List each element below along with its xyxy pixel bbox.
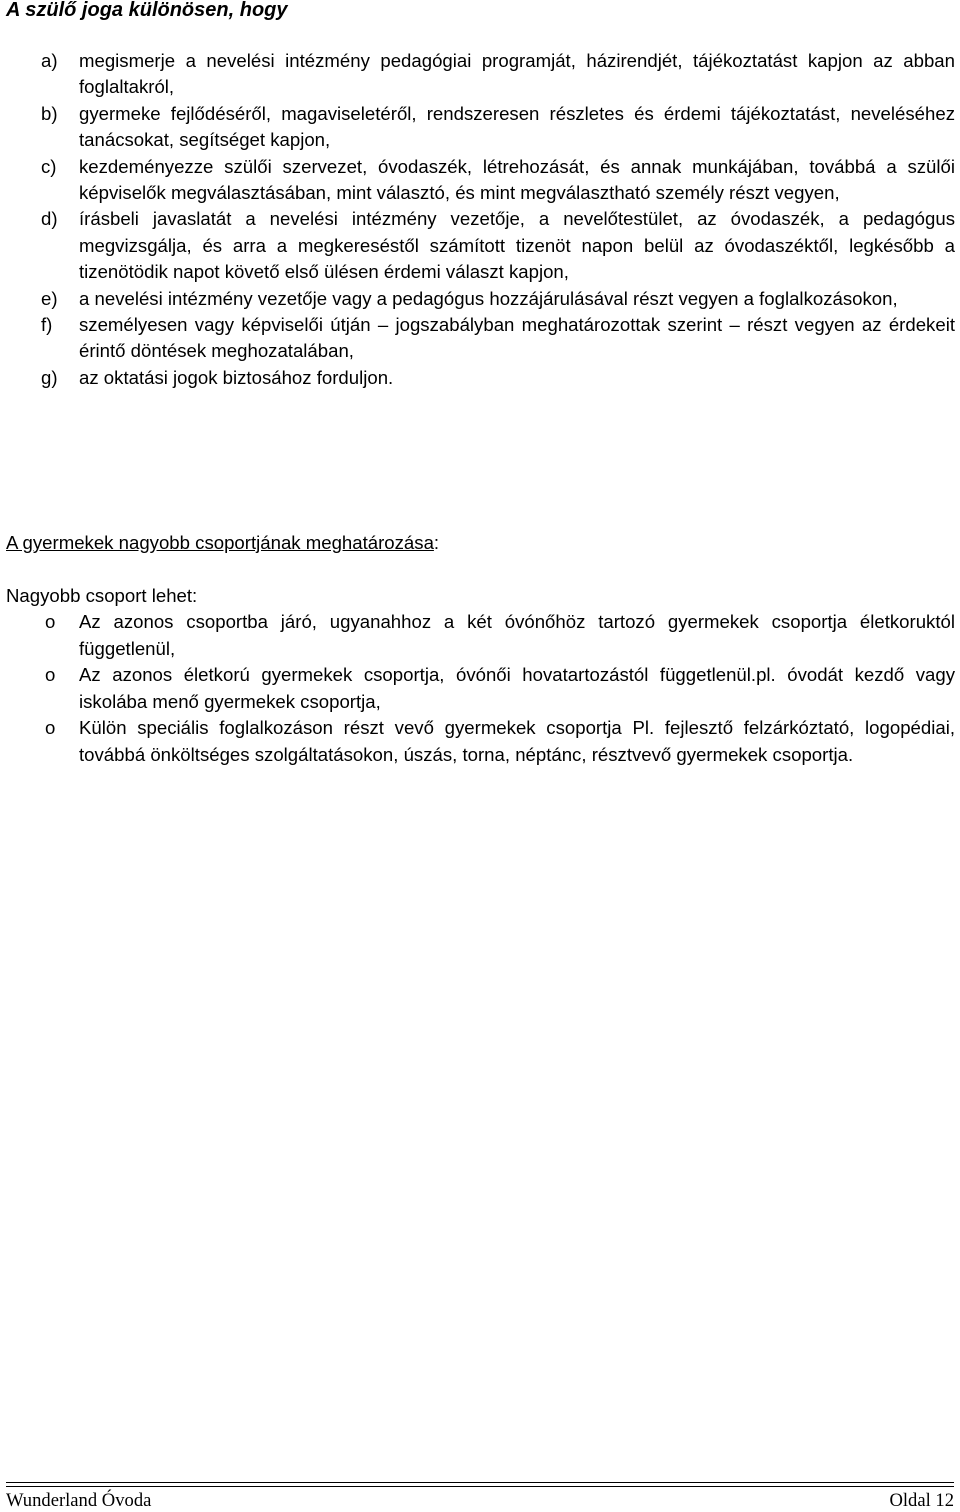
groups-list — [0, 609, 960, 769]
list-marker: c) — [41, 155, 57, 177]
section-title-colon: : — [433, 532, 440, 553]
list-item — [0, 154, 960, 207]
bullet-marker: o — [45, 717, 56, 739]
section-title-text: A gyermekek nagyobb csoportjának meghatározása — [6, 532, 434, 553]
list-item-text: a nevelési intézmény vezetője vagy a pedagógus hozzájárulásával részt vegyen a foglalkozásokon, — [79, 287, 898, 309]
list-item-text: személyesen vagy képviselői útján – jogszabályban meghatározottak szerint – részt vegyen az érdekeit érintő döntések meghozatalában, — [79, 314, 955, 362]
list-item-text: az oktatási jogok biztosához forduljon. — [79, 366, 394, 388]
list-item-text: gyermeke fejlődéséről, magaviseletéről, rendszeresen részletes és érdemi tájékoztatást, neveléséhez tanácsokat, segítséget kapjon, — [79, 102, 955, 151]
list-item-text: Az azonos csoportba járó, ugyanahhoz a két óvónőhöz tartozó gyermekek csoportja életkoruktól függetlenül, — [79, 611, 955, 659]
bullet-marker: o — [45, 664, 56, 686]
list-marker: b) — [41, 102, 58, 124]
list-marker: d) — [41, 208, 58, 230]
section-title — [6, 530, 439, 556]
footer-divider — [6, 1482, 954, 1483]
footer-divider — [6, 1486, 954, 1487]
list-marker: f) — [41, 314, 53, 336]
list-item — [0, 48, 960, 101]
list-item-text: megismerje a nevelési intézmény pedagógiai programját, házirendjét, tájékoztatást kapjon az abban foglaltakról, — [79, 50, 955, 98]
bullet-marker: o — [45, 611, 56, 632]
list-marker: a) — [41, 50, 58, 71]
footer-institution: Wunderland Óvoda — [6, 1490, 152, 1511]
groups-intro: Nagyobb csoport lehet: — [6, 585, 198, 606]
list-item — [0, 365, 960, 391]
footer-page-number: Oldal 12 — [889, 1490, 954, 1511]
list-item — [0, 609, 960, 662]
list-item-text: Külön speciális foglalkozáson részt vevő gyermekek csoportja Pl. fejlesztő felzárkóztató, logopédiai, továbbá önköltséges szolgáltatásokon, úszás, torna, néptánc, résztvevő gyermekek csoportja. — [79, 717, 955, 765]
page-heading: A szülő joga különösen, hogy — [6, 0, 288, 21]
list-item — [0, 715, 960, 768]
list-item — [0, 286, 960, 312]
list-item — [0, 312, 960, 365]
list-marker: e) — [41, 287, 58, 309]
list-item-text: Az azonos életkorú gyermekek csoportja, óvónői hovatartozástól függetlenül.pl. óvodát kezdő vagy iskolába menő gyermekek csoportja, — [79, 664, 955, 712]
list-item — [0, 206, 960, 285]
list-item-text: kezdeményezze szülői szervezet, óvodaszék, létrehozását, és annak munkájában, továbbá a szülői képviselők megválasztásában, mint választó, és mint megválasztható személy részt vegyen, — [79, 155, 955, 204]
list-item — [0, 101, 960, 154]
list-marker: g) — [41, 366, 58, 388]
list-item — [0, 662, 960, 715]
list-item-text: írásbeli javaslatát a nevelési intézmény vezetője, a nevelőtestület, az óvodaszék, a pedagógus megvizsgálja, és arra a megkereséstől számított tizenöt napon belül az óvodaszéktől, legkésőbb a tizenötödik napot követő első ülésen érdemi választ kapjon, — [79, 208, 955, 283]
rights-list — [0, 48, 960, 391]
